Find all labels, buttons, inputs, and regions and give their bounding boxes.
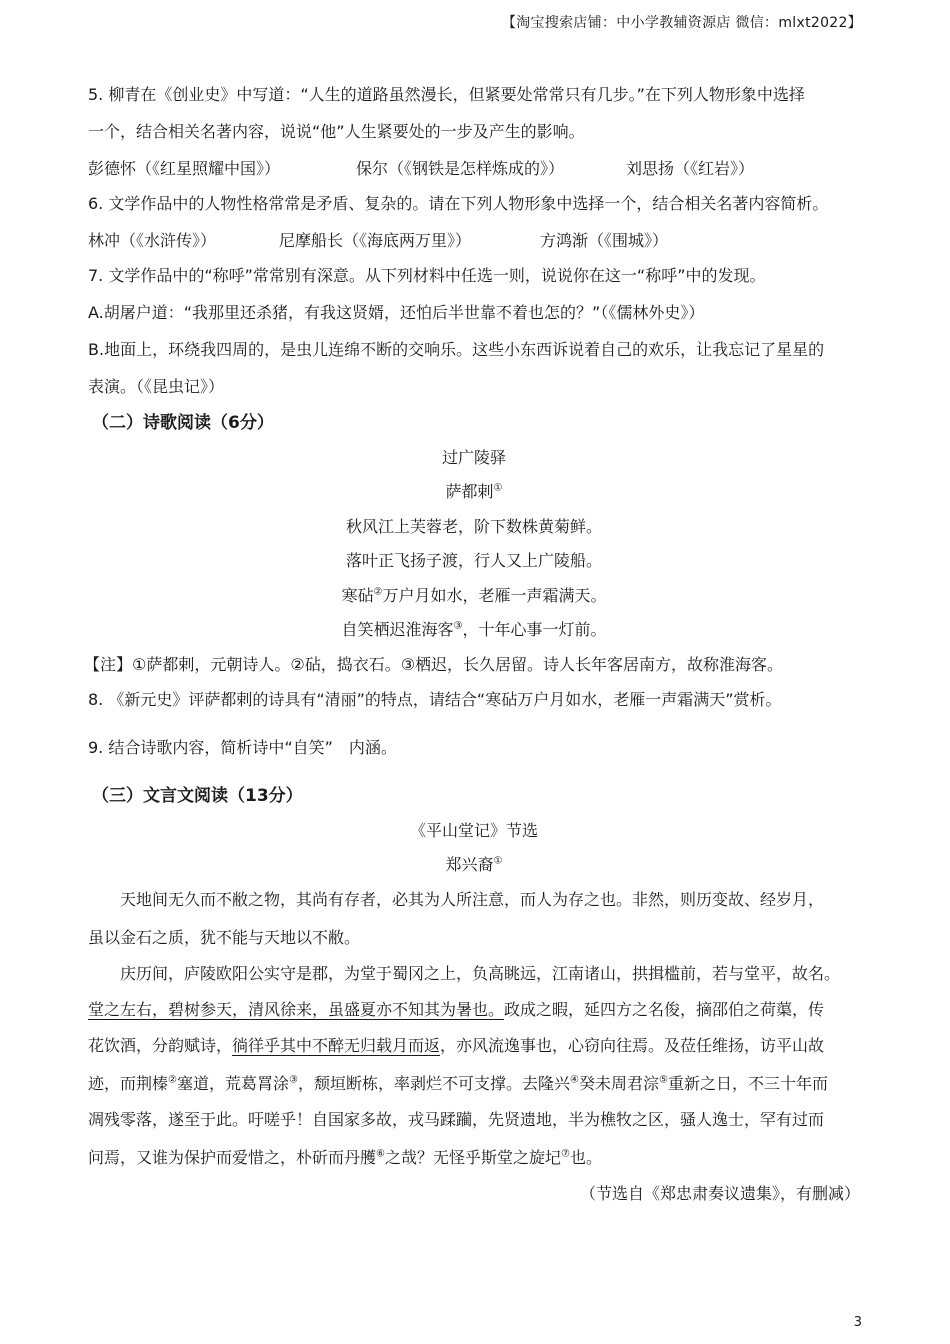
q5-text-line1: 5. 柳青在《创业史》中写道：“人生的道路虽然漫长，但紧要处常常只有几步。”在下列人物形象中选择 (88, 85, 805, 104)
poem-author: 萨都剌① (445, 482, 503, 501)
q6-text: 6. 文学作品中的人物性格常常是矛盾、复杂的。请在下列人物形象中选择一个，结合相关名著内容简析。 (88, 194, 829, 213)
prose-p1-line2: 虽以金石之质，犹不能与天地以不敝。 (88, 928, 361, 947)
q5-options (88, 156, 754, 179)
footnote-marker: ① (493, 855, 503, 867)
prose-p2-line3: 花饮酒，分韵赋诗，徜徉乎其中不醉无归载月而返，亦风流逸事也，心窃向往焉。及莅任维扬，访平山故 (88, 1036, 825, 1055)
poem-line-4: 自笑栖迟淮海客③，十年心事一灯前。 (341, 620, 607, 639)
prose-source: （节选自《郑忠肃奏议遗集》，有删减） (579, 1184, 860, 1203)
poem-line-1: 秋风江上芙蓉老，阶下数株黄菊鲜。 (345, 517, 602, 536)
poem-title: 过广陵驿 (441, 448, 506, 467)
footnote-marker: ① (493, 482, 503, 494)
prose-p1-line1: 天地间无久而不敝之物，其尚有存者，必其为人所注意，而人为存之也。非然，则历变故、经岁月， (120, 890, 825, 909)
q6-option-3: 方鸿渐（《围城》） (540, 231, 669, 250)
underlined-sentence-1: 堂之左右，碧树参天，清风徐来，虽盛夏亦不知其为暑也。 (88, 1000, 505, 1019)
q6-option-2: 尼摩船长（《海底两万里》） (279, 231, 472, 250)
q7-option-b-line1: B.地面上，环绕我四周的，是虫儿连绵不断的交响乐。这些小东西诉说着自己的欢乐，让我忘记了星星的 (88, 340, 825, 359)
shop-note-header: 【淘宝搜索店铺：中小学教辅资源店 微信：mlxt2022】 (501, 15, 862, 31)
page-number: 3 (853, 1315, 862, 1330)
q5-option-3: 刘思扬（《红岩》） (626, 159, 755, 178)
prose-p2-line6: 问焉，又谁为保护而爱惜之，朴斫而丹雘⑥之哉？无怪乎斯堂之旋圮⑦也。 (88, 1148, 602, 1167)
q8-text: 8. 《新元史》评萨都剌的诗具有“清丽”的特点，请结合“寒砧万户月如水，老雁一声霜满天”赏析。 (88, 690, 782, 709)
prose-p2-line2: 堂之左右，碧树参天，清风徐来，虽盛夏亦不知其为暑也。政成之暇，延四方之名俊，摘邵伯之荷蕖，传 (88, 1000, 825, 1019)
footnote-marker: ② (373, 586, 383, 598)
q5-text-line2: 一个，结合相关名著内容，说说“他”人生紧要处的一步及产生的影响。 (88, 122, 585, 141)
q7-option-b-line2: 表演。（《昆虫记》） (88, 377, 225, 396)
prose-p2-line4: 迹，而荆榛②塞道，荒葛罥涂③，颓垣断栋，率剥烂不可支撑。去隆兴④癸未周君淙⑤重新之日，不三十年而 (88, 1074, 828, 1093)
q7-text: 7. 文学作品中的“称呼”常常别有深意。从下列材料中任选一则，说说你在这一“称呼”中的发现。 (88, 266, 766, 285)
prose-title: 《平山堂记》节选 (409, 821, 538, 840)
prose-p2-line1: 庆历间，庐陵欧阳公实守是郡，为堂于蜀冈之上，负高眺远，江南诸山，拱揖槛前，若与堂平，故名。 (120, 964, 841, 983)
prose-p2-line5: 凋残零落，遂至于此。吁嗟乎！自国家多故，戎马蹂躏，先贤遗地，半为樵牧之区，骚人逸士，罕有过而 (88, 1110, 825, 1129)
footnote-marker: ③ (453, 620, 463, 632)
poem-section-heading: （二）诗歌阅读（6分） (92, 413, 274, 433)
poem-notes: 【注】①萨都剌，元朝诗人。②砧，捣衣石。③栖迟，长久居留。诗人长年客居南方，故称淮海客。 (84, 655, 784, 674)
q7-option-a: A.胡屠户道：“我那里还杀猪，有我这贤婿，还怕后半世靠不着也怎的？”（《儒林外史》） (88, 303, 705, 322)
q6-options (88, 228, 668, 251)
poem-line-2: 落叶正飞扬子渡，行人又上广陵船。 (345, 551, 602, 570)
prose-author: 郑兴裔① (445, 855, 503, 874)
q5-option-2: 保尔（《钢铁是怎样炼成的》） (356, 159, 565, 178)
q6-option-1: 林冲（《水浒传》） (88, 231, 217, 250)
underlined-sentence-2: 徜徉乎其中不醉无归载月而返 (232, 1036, 441, 1055)
q9-text: 9. 结合诗歌内容，简析诗中“自笑” 内涵。 (88, 738, 397, 757)
poem-line-3: 寒砧②万户月如水，老雁一声霜满天。 (341, 586, 607, 605)
prose-section-heading: （三）文言文阅读（13分） (92, 786, 303, 806)
q5-option-1: 彭德怀（《红星照耀中国》） (88, 159, 281, 178)
